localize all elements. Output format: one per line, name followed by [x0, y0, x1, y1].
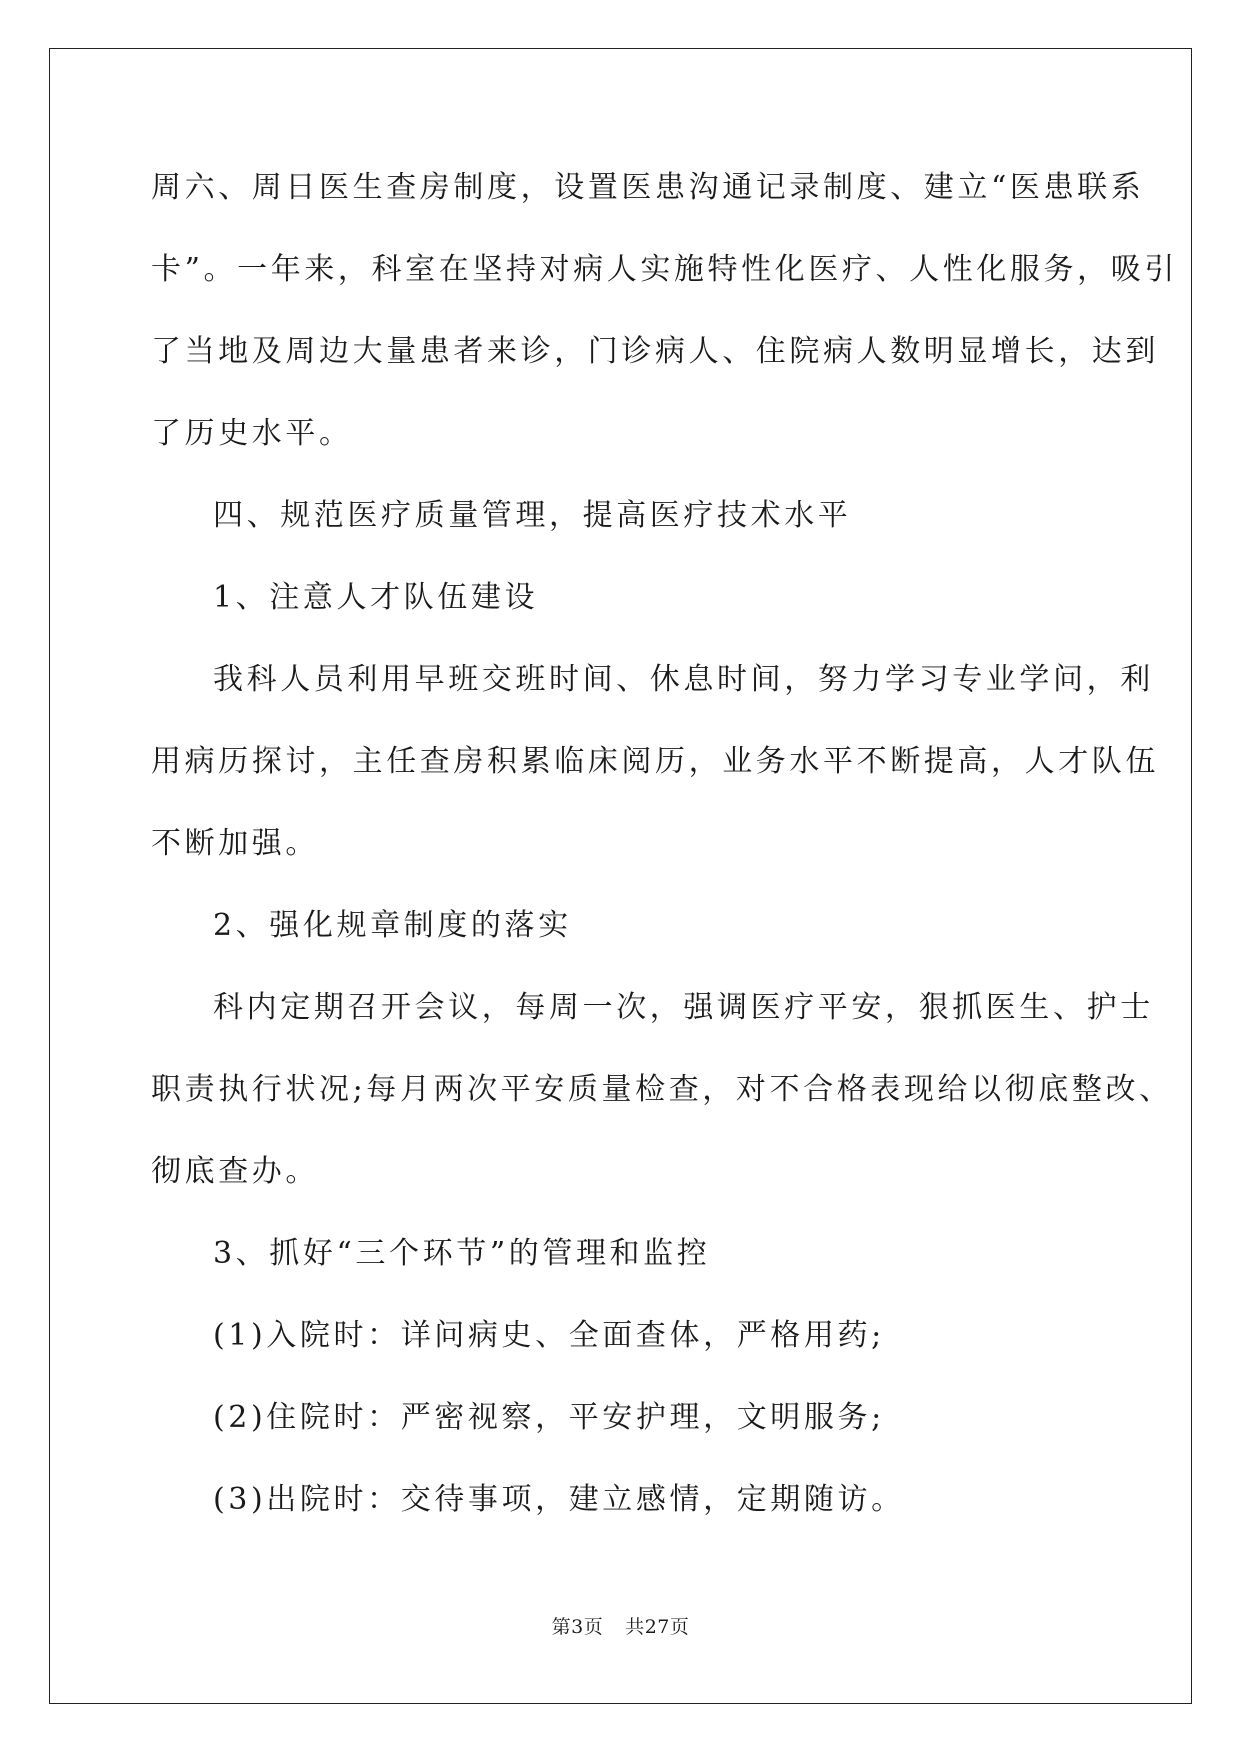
text-line: 卡”。一年来，科室在坚持对病人实施特性化医疗、人性化服务，吸引 [151, 252, 1178, 287]
subsection-heading: 2、强化规章制度的落实 [213, 908, 572, 943]
text-line: 我科人员利用早班交班时间、休息时间，努力学习专业学问，利 [213, 662, 1154, 697]
section-heading: 四、规范医疗质量管理，提高医疗技术水平 [213, 498, 852, 533]
text-line: 周六、周日医生查房制度，设置医患沟通记录制度、建立“医患联系 [151, 170, 1145, 205]
text-line: 彻底查办。 [151, 1154, 319, 1189]
current-page-label: 第3页 [551, 1616, 604, 1638]
text-line: 用病历探讨，主任查房积累临床阅历，业务水平不断提高，人才队伍 [151, 744, 1159, 779]
list-item: (3)出院时：交待事项，建立感情，定期随访。 [213, 1482, 905, 1517]
subsection-heading: 1、注意人才队伍建设 [213, 580, 539, 615]
text-line: 了历史水平。 [151, 416, 353, 451]
subsection-heading: 3、抓好“三个环节”的管理和监控 [213, 1236, 711, 1271]
text-line: 了当地及周边大量患者来诊，门诊病人、住院病人数明显增长，达到 [151, 334, 1159, 369]
page-footer [0, 1612, 1241, 1639]
text-line: 职责执行状况;每月两次平安质量检查，对不合格表现给以彻底整改、 [151, 1072, 1173, 1107]
text-line: 不断加强。 [151, 826, 319, 861]
text-line: 科内定期召开会议，每周一次，强调医疗平安，狠抓医生、护士 [213, 990, 1154, 1025]
list-item: (2)住院时：严密视察，平安护理，文明服务; [213, 1400, 885, 1435]
list-item: (1)入院时：详问病史、全面查体，严格用药; [213, 1318, 885, 1353]
document-body [151, 158, 1178, 1552]
total-pages-label: 共27页 [625, 1616, 690, 1638]
